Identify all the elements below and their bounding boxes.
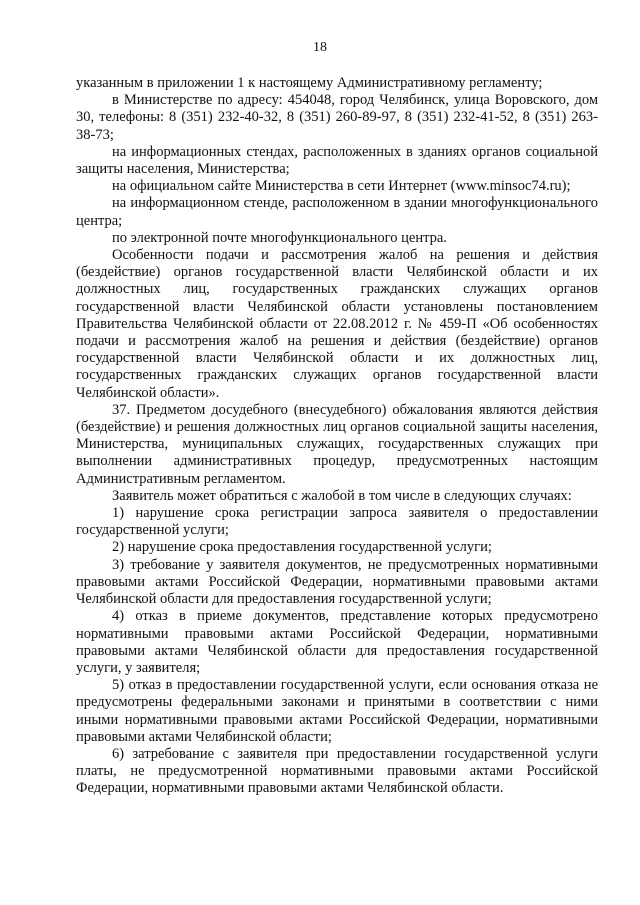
paragraph: Заявитель может обратиться с жалобой в том числе в следующих случаях:: [112, 487, 572, 504]
page-number: 18: [313, 40, 327, 55]
paragraph: 6) затребование с заявителя при предоставлении государственной услуги платы, не предусмотренной нормативными правовыми актами Российской Федерации, нормативными правовыми актами Челябинской области.: [76, 745, 598, 797]
paragraph: на информационном стенде, расположенном в здании многофункционального центра;: [76, 195, 598, 229]
paragraph: указанным в приложении 1 к настоящему Административному регламенту;: [76, 75, 543, 91]
paragraph: на официальном сайте Министерства в сети Интернет (www.minsoc74.ru);: [112, 178, 571, 195]
paragraph: 2) нарушение срока предоставления государственной услуги;: [112, 539, 492, 556]
paragraph: по электронной почте многофункционального центра.: [112, 229, 447, 246]
paragraph: в Министерстве по адресу: 454048, город Челябинск, улица Воровского, дом 30, телефоны: 8 (351) 232-40-32, 8 (351) 260-89-97, 8 (351) 232-41-52, 8 (351) 263-38-73;: [76, 92, 598, 143]
paragraph: 37. Предметом досудебного (внесудебного) обжалования являются действия (бездействие) и решения должностных лиц органов социальной защиты населения, Министерства, муниципальных служащих, государственных служащих при выполнении административных процедур, предусмотренных настоящим Административным регламентом.: [76, 401, 598, 487]
paragraph: 4) отказ в приеме документов, представление которых предусмотрено нормативными правовыми актами Российской Федерации, нормативными правовыми актами Челябинской области для предоставления государственной услуги, у заявителя;: [76, 608, 598, 676]
paragraph: Особенности подачи и рассмотрения жалоб на решения и действия (бездействие) органов государственной власти Челябинской области и их должностных лиц, государственных гражданских служащих органов государственной власти Челябинской области установлены постановлением Правительства Челябинской области от 22.08.2012 г. № 459-П «Об особенностях подачи и рассмотрения жалоб на решения и действия (бездействие) органов государственной власти Челябинской области и их должностных лиц, государственных гражданских служащих органов государственной власти Челябинской области».: [76, 247, 598, 401]
document-body: [76, 75, 598, 798]
paragraph: 1) нарушение срока регистрации запроса заявителя о предоставлении государственной услуги;: [76, 505, 598, 539]
paragraph: на информационных стендах, расположенных в зданиях органов социальной защиты населения, Министерства;: [76, 143, 598, 178]
paragraph: 3) требование у заявителя документов, не предусмотренных нормативными правовыми актами Российской Федерации, нормативными правовыми актами Челябинской области для предоставления государственной услуги;: [76, 556, 598, 608]
paragraph: 5) отказ в предоставлении государственной услуги, если основания отказа не предусмотрены федеральными законами и принятыми в соответствии с ними иными нормативными правовыми актами Российской Федерации, нормативными правовыми актами Челябинской области;: [76, 677, 598, 745]
